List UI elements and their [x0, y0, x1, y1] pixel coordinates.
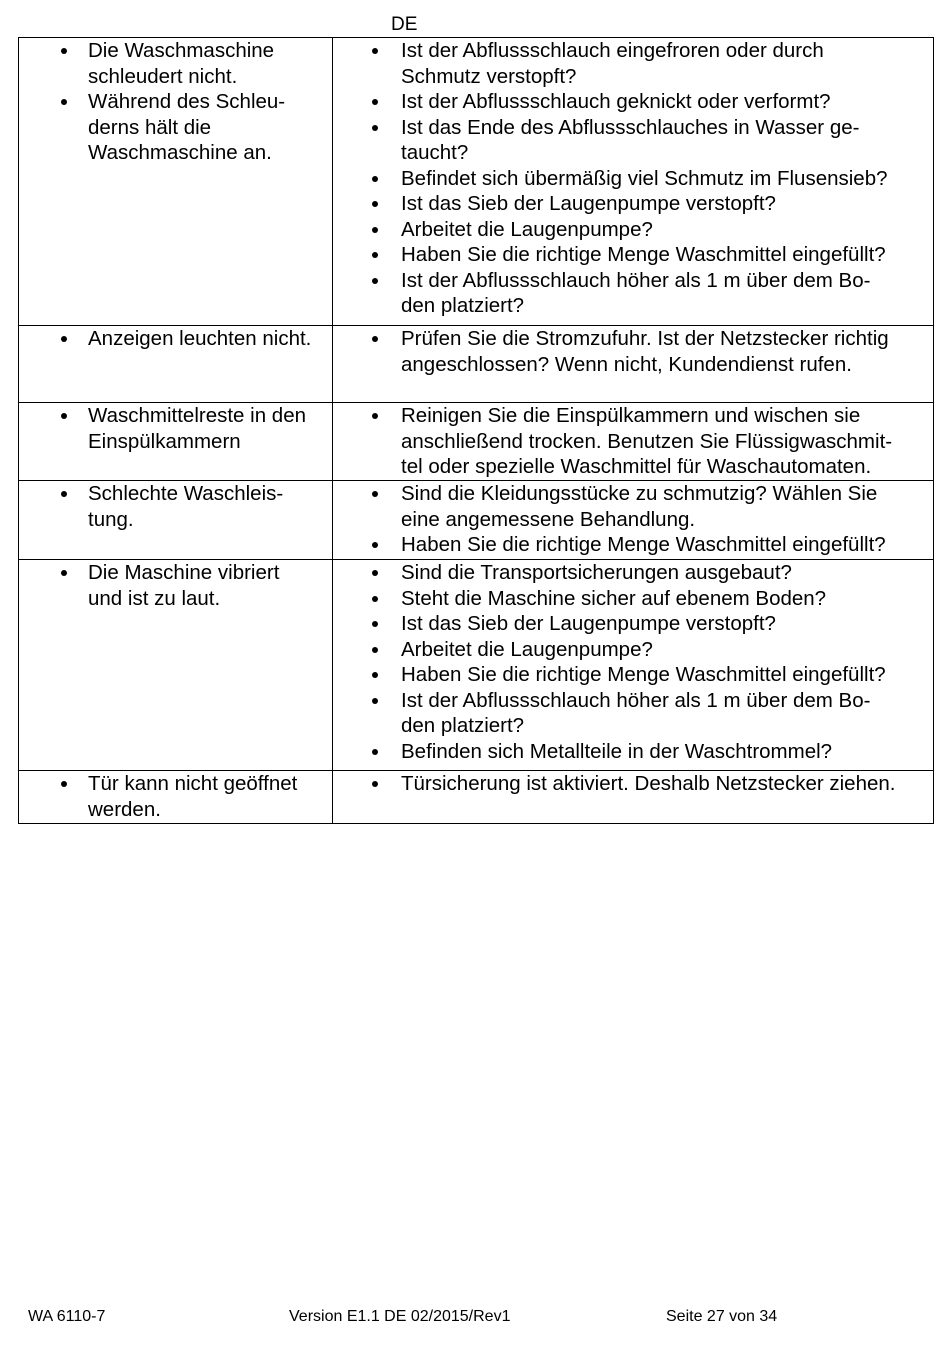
- list-item-line: tung.: [88, 507, 134, 531]
- list-item: [333, 637, 933, 663]
- list-item: [333, 739, 933, 765]
- list-item-line: anschließend trocken. Benutzen Sie Flüssigwaschmit-: [401, 429, 893, 453]
- list-item-line: Sind die Kleidungsstücke zu schmutzig? Wählen Sie: [401, 482, 878, 505]
- table-row: [19, 38, 934, 326]
- bullet-icon: [372, 99, 378, 105]
- table-row: [19, 771, 934, 824]
- list-item: [333, 38, 933, 89]
- list-item: [333, 326, 933, 377]
- solution-cell: [333, 38, 934, 326]
- solution-cell-list: [333, 38, 933, 319]
- bullet-icon: [372, 647, 378, 653]
- list-item-line: taucht?: [401, 141, 469, 164]
- bullet-icon: [372, 227, 378, 233]
- list-item-line: Haben Sie die richtige Menge Waschmittel eingefüllt?: [401, 243, 886, 266]
- problem-cell: [19, 560, 333, 771]
- list-item: [19, 326, 332, 352]
- problem-cell: [19, 771, 333, 824]
- list-item: [333, 217, 933, 243]
- solution-cell: [333, 326, 934, 403]
- list-item-line: Schlechte Waschleis-: [88, 482, 284, 505]
- problem-cell: [19, 38, 333, 326]
- bullet-icon: [372, 491, 378, 497]
- list-item-line: schleudert nicht.: [88, 64, 238, 88]
- list-item: [333, 115, 933, 166]
- bullet-icon: [372, 596, 378, 602]
- bullet-icon: [372, 413, 378, 419]
- problem-cell: [19, 326, 333, 403]
- bullet-icon: [372, 570, 378, 576]
- list-item-line: Während des Schleu-: [88, 90, 286, 113]
- bullet-icon: [372, 781, 378, 787]
- list-item: [333, 662, 933, 688]
- list-item-line: Arbeitet die Laugenpumpe?: [401, 637, 653, 661]
- bullet-icon: [61, 336, 67, 342]
- solution-cell: [333, 771, 934, 824]
- bullet-icon: [372, 252, 378, 258]
- list-item-line: angeschlossen? Wenn nicht, Kundendienst rufen.: [401, 352, 852, 376]
- list-item-line: Ist das Ende des Abflussschlauches in Wasser ge-: [401, 115, 860, 139]
- solution-cell-list: [333, 560, 933, 764]
- list-item: [19, 38, 332, 89]
- list-item-line: Tür kann nicht geöffnet: [88, 772, 298, 795]
- bullet-icon: [372, 48, 378, 54]
- list-item: [333, 191, 933, 217]
- list-item-line: Ist der Abflussschlauch geknickt oder verformt?: [401, 90, 831, 113]
- list-item-line: Waschmittelreste in den: [88, 404, 306, 427]
- list-item-line: Waschmaschine an.: [88, 141, 272, 164]
- solution-cell: [333, 403, 934, 481]
- problem-cell-list: [19, 560, 332, 611]
- bullet-icon: [372, 542, 378, 548]
- bullet-icon: [61, 491, 67, 497]
- list-item: [333, 268, 933, 319]
- bullet-icon: [61, 99, 67, 105]
- list-item: [333, 89, 933, 115]
- list-item-line: Reinigen Sie die Einspülkammern und wischen sie: [401, 404, 861, 427]
- solution-cell-list: [333, 403, 933, 480]
- list-item: [19, 481, 332, 532]
- bullet-icon: [372, 176, 378, 182]
- footer-page-number: Seite 27 von 34: [666, 1308, 778, 1325]
- problem-cell: [19, 403, 333, 481]
- list-item: [19, 771, 332, 822]
- solution-cell: [333, 560, 934, 771]
- bullet-icon: [372, 749, 378, 755]
- list-item: [19, 560, 332, 611]
- table-row: [19, 481, 934, 560]
- problem-cell-list: [19, 481, 332, 532]
- list-item-line: Ist der Abflussschlauch eingefroren oder durch: [401, 39, 824, 62]
- list-item-line: Befindet sich übermäßig viel Schmutz im Flusensieb?: [401, 166, 888, 190]
- bullet-icon: [61, 781, 67, 787]
- list-item: [333, 560, 933, 586]
- list-item-line: werden.: [88, 797, 161, 821]
- list-item: [333, 771, 933, 797]
- table-row: [19, 403, 934, 481]
- problem-cell-list: [19, 38, 332, 166]
- list-item-line: Prüfen Sie die Stromzufuhr. Ist der Netzstecker richtig: [401, 327, 889, 350]
- bullet-icon: [61, 570, 67, 576]
- list-item: [333, 611, 933, 637]
- problem-cell: [19, 481, 333, 560]
- list-item-line: eine angemessene Behandlung.: [401, 507, 696, 531]
- list-item-line: Anzeigen leuchten nicht.: [88, 327, 312, 350]
- bullet-icon: [61, 48, 67, 54]
- solution-cell: [333, 481, 934, 560]
- problem-cell-list: [19, 403, 332, 454]
- list-item-line: den platziert?: [401, 714, 525, 737]
- list-item-line: Sind die Transportsicherungen ausgebaut?: [401, 561, 792, 584]
- list-item-line: tel oder spezielle Waschmittel für Waschautomaten.: [401, 455, 872, 478]
- list-item-line: Ist das Sieb der Laugenpumpe verstopft?: [401, 192, 776, 215]
- bullet-icon: [372, 201, 378, 207]
- solution-cell-list: [333, 326, 933, 377]
- table-row: [19, 560, 934, 771]
- solution-cell-list: [333, 771, 933, 797]
- list-item-line: Einspülkammern: [88, 429, 241, 453]
- footer-version: Version E1.1 DE 02/2015/Rev1: [289, 1308, 511, 1325]
- language-code: DE: [391, 14, 418, 35]
- list-item: [333, 688, 933, 739]
- list-item-line: Ist das Sieb der Laugenpumpe verstopft?: [401, 612, 776, 635]
- list-item-line: derns hält die: [88, 115, 212, 139]
- solution-cell-list: [333, 481, 933, 558]
- bullet-icon: [372, 698, 378, 704]
- list-item: [333, 481, 933, 532]
- list-item-line: Arbeitet die Laugenpumpe?: [401, 217, 653, 241]
- list-item-line: Türsicherung ist aktiviert. Deshalb Netzstecker ziehen.: [401, 772, 896, 795]
- list-item-line: Ist der Abflussschlauch höher als 1 m über dem Bo-: [401, 268, 871, 292]
- list-item: [333, 403, 933, 480]
- list-item: [333, 586, 933, 612]
- list-item: [19, 403, 332, 454]
- bullet-icon: [372, 278, 378, 284]
- list-item-line: den platziert?: [401, 294, 525, 317]
- list-item-line: Haben Sie die richtige Menge Waschmittel eingefüllt?: [401, 663, 886, 686]
- list-item-line: Die Waschmaschine: [88, 39, 275, 62]
- table-row: [19, 326, 934, 403]
- troubleshooting-table: [18, 37, 934, 824]
- footer-model: WA 6110-7: [28, 1308, 106, 1325]
- bullet-icon: [372, 336, 378, 342]
- list-item-line: Steht die Maschine sicher auf ebenem Boden?: [401, 586, 827, 610]
- list-item-line: Schmutz verstopft?: [401, 64, 577, 88]
- list-item: [333, 242, 933, 268]
- list-item-line: und ist zu laut.: [88, 586, 221, 610]
- problem-cell-list: [19, 326, 332, 352]
- bullet-icon: [372, 672, 378, 678]
- problem-cell-list: [19, 771, 332, 822]
- bullet-icon: [372, 621, 378, 627]
- list-item: [333, 532, 933, 558]
- list-item: [19, 89, 332, 166]
- list-item-line: Ist der Abflussschlauch höher als 1 m über dem Bo-: [401, 688, 871, 712]
- list-item-line: Die Maschine vibriert: [88, 561, 280, 584]
- list-item: [333, 166, 933, 192]
- troubleshooting-table-body: [19, 38, 934, 824]
- list-item-line: Haben Sie die richtige Menge Waschmittel eingefüllt?: [401, 533, 886, 556]
- bullet-icon: [372, 125, 378, 131]
- bullet-icon: [61, 413, 67, 419]
- list-item-line: Befinden sich Metallteile in der Waschtrommel?: [401, 739, 833, 763]
